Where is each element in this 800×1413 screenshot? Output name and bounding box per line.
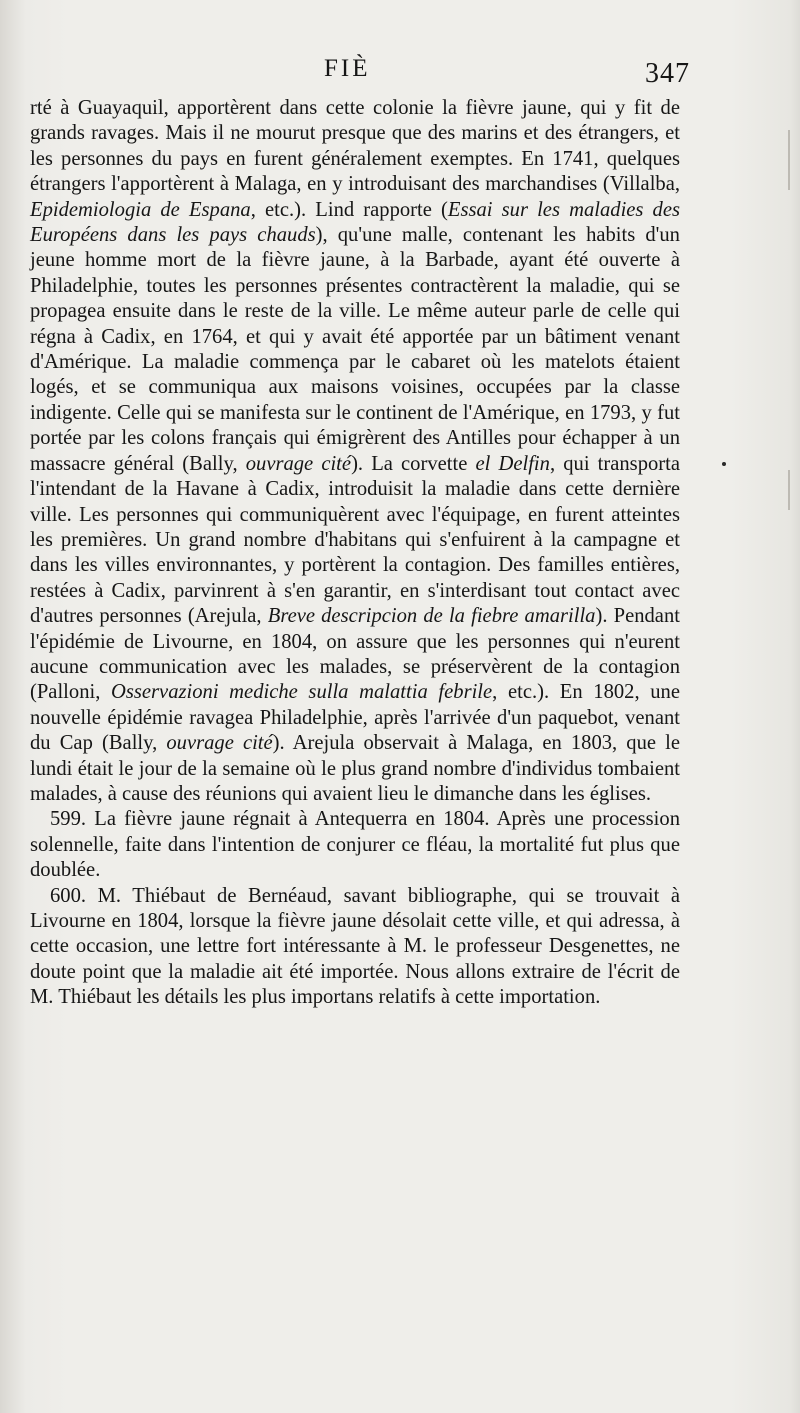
italic-title: ouvrage cité xyxy=(245,452,352,475)
italic-title: el Delfin xyxy=(475,452,550,475)
text-segment: , qui transporta l'intendant de la Havane à Cadix, introduisit la maladie dans cette dernière ville. Les personnes qui communiquèrent avec l'équipage, en furent atteintes les premières. Un grand nombre d'habitans qui s'enfuirent à la campagne et dans les villes environnantes, y portèrent la contagion. Des familles entières, restées à Cadix, parvinrent à s'en garantir, en s'interdisant tout contact avec d'autres personnes (Arejula, xyxy=(30,452,681,628)
running-head-title: FIÈ xyxy=(324,55,371,82)
text-segment: rté à Guayaquil, apportèrent dans cette colonie la fièvre jaune, qui y fit de grands ravages. Mais il ne mourut presque que des marins et des étrangers, et les personnes du pays en furent généralement exemptes. En 1741, quelques étrangers l'apportèrent à Malaga, en y introduisant des marchandises (Villalba, xyxy=(30,97,680,196)
paragraph-600 xyxy=(30,884,680,1011)
running-head xyxy=(30,55,690,95)
page-edge-mark xyxy=(788,470,790,510)
italic-title: Breve descripcion de la fiebre amarilla xyxy=(267,605,596,628)
text-segment: ). Arejula observait à Malaga, en 1803, que le lundi était le jour de la semaine où le plus grand nombre d'individus tombaient malades, à cause des réunions qui avaient lieu le dimanche dans les églises. xyxy=(30,732,680,805)
text-segment: ), qu'une malle, contenant les habits d'un jeune homme mort de la fièvre jaune, à la Barbade, ayant été ouverte à Philadelphie, toutes les personnes présentes contractèrent la maladie, qui se propagea ensuite dans le reste de la ville. Le même auteur parle de celle qui régna à Cadix, en 1764, et qui y avait été apportée par un bâtiment venant d'Amérique. La maladie commença par le cabaret où les matelots étaient logés, et se communiqua aux maisons voisines, occupées par la classe indigente. Celle qui se manifesta sur le continent de l'Amérique, en 1793, y fut portée par les colons français qui émigrèrent des Antilles pour échapper à un massacre général (Bally, xyxy=(30,224,680,475)
paragraph-1 xyxy=(30,96,680,807)
ink-speck xyxy=(722,462,726,466)
body-text xyxy=(30,96,680,1011)
text-segment: , etc.). En 1802, une nouvelle épidémie ravagea Philadelphie, après l'arrivée d'un paquebot, venant du Cap (Bally, xyxy=(30,681,680,755)
text-segment: 600. M. Thiébaut de Bernéaud, savant bibliographe, qui se trouvait à Livourne en 1804, lorsque la fièvre jaune désolait cette ville, et qui adressa, à cette occasion, une lettre fort intéressante à M. le professeur Desgenettes, ne doute point que la maladie ait été importée. Nous allons extraire de l'écrit de M. Thiébaut les détails les plus importans relatifs à cette importation. xyxy=(30,884,680,1009)
text-segment: , etc.). Lind rapporte ( xyxy=(250,198,448,221)
italic-title: ouvrage cité xyxy=(166,732,273,755)
paragraph-599 xyxy=(30,807,680,883)
text-segment: 599. La fièvre jaune régnait à Antequerra en 1804. Après une procession solennelle, faite dans l'intention de conjurer ce fléau, la mortalité fut plus que doublée. xyxy=(30,808,680,882)
page-edge-mark xyxy=(788,130,790,190)
text-segment: ). Pendant l'épidémie de Livourne, en 1804, on assure que les personnes qui n'eurent aucune communication avec les malades, se préservèrent de la contagion (Palloni, xyxy=(30,605,680,704)
italic-title: Epidemiologia de Espana xyxy=(30,198,251,221)
italic-title: Essai sur les maladies des Européens dans les pays chauds xyxy=(30,198,681,247)
italic-title: Osservazioni mediche sulla malattia febrile xyxy=(111,681,493,704)
page-number: 347 xyxy=(645,58,690,89)
text-segment: ). La corvette xyxy=(351,452,476,475)
